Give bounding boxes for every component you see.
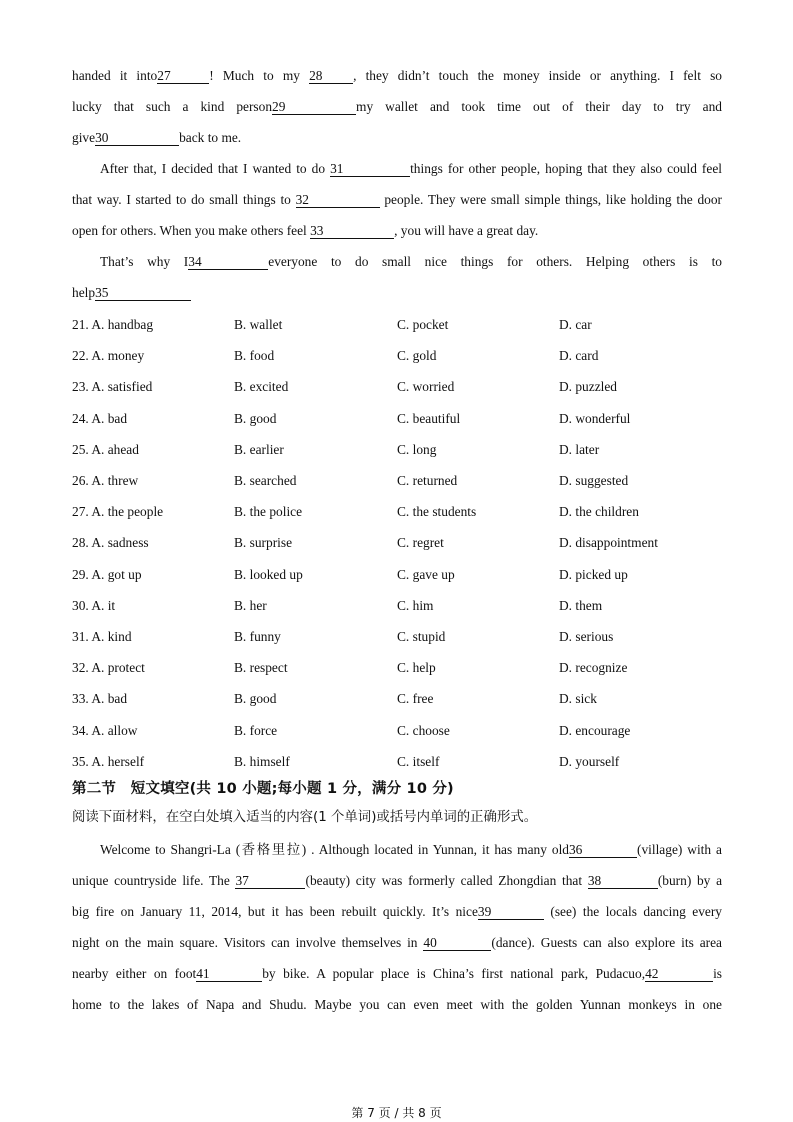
option-d[interactable]: D. wonderful bbox=[559, 410, 631, 426]
option-b[interactable]: B. her bbox=[234, 597, 267, 613]
option-d[interactable]: D. car bbox=[559, 317, 592, 332]
option-a[interactable]: 26. A. threw bbox=[72, 473, 139, 488]
option-row bbox=[72, 496, 722, 527]
option-row bbox=[72, 403, 722, 434]
option-a[interactable]: 24. A. bad bbox=[72, 410, 128, 426]
option-row bbox=[72, 465, 722, 496]
blank-33[interactable]: 33 bbox=[310, 223, 394, 239]
option-b[interactable]: B. looked up bbox=[234, 566, 303, 582]
option-d[interactable]: D. serious bbox=[559, 629, 614, 644]
option-d[interactable]: D. recognize bbox=[559, 660, 628, 676]
option-row bbox=[72, 683, 722, 714]
option-b[interactable]: B. surprise bbox=[234, 535, 293, 551]
option-c[interactable]: C. gold bbox=[397, 348, 437, 364]
option-a[interactable]: 31. A. kind bbox=[72, 629, 132, 644]
blank-42[interactable]: 42 bbox=[645, 966, 713, 982]
passage1-para2-line3: open for others. When you make others feel 33 , you will have a great day. bbox=[72, 223, 539, 238]
option-b[interactable]: B. himself bbox=[234, 753, 290, 769]
option-c[interactable]: C. him bbox=[397, 597, 434, 613]
option-c[interactable]: C. returned bbox=[397, 473, 458, 488]
blank-40[interactable]: 40 bbox=[423, 935, 491, 951]
passage2-line2: unique countryside life. The 37 (beauty) city was formerly called Zhongdian that 38 (burn) by a bbox=[72, 873, 723, 888]
passage2-line5: nearby either on foot41 by bike. A popular place is China’s first national park, Pudacuo,42 is bbox=[72, 966, 722, 981]
option-row bbox=[72, 652, 722, 683]
passage1-para3-line1: That’s why I34 everyone to do small nice things for others. Helping others is to bbox=[100, 254, 722, 269]
option-a[interactable]: 22. A. money bbox=[72, 348, 145, 364]
option-a[interactable]: 30. A. it bbox=[72, 597, 116, 613]
option-b[interactable]: B. wallet bbox=[234, 317, 283, 332]
passage2-line4: night on the main square. Visitors can involve themselves in 40 (dance). Guests can also explore its area bbox=[72, 935, 722, 950]
blank-39[interactable]: 39 bbox=[478, 904, 544, 920]
passage1-para2-line2: that way. I started to do small things to 32 people. They were small simple things, like holding the door bbox=[72, 192, 722, 207]
option-d[interactable]: D. the children bbox=[559, 504, 639, 520]
option-c[interactable]: C. choose bbox=[397, 722, 450, 738]
option-c[interactable]: C. stupid bbox=[397, 629, 446, 644]
option-row bbox=[72, 590, 722, 621]
passage2-line1: Welcome to Shangri-La (香格里拉) . Although located in Yunnan, it has many old36 (village) with a bbox=[100, 842, 722, 857]
option-row bbox=[72, 434, 722, 465]
option-b[interactable]: B. funny bbox=[234, 629, 281, 644]
section-instruction: 阅读下面材料，在空白处填入适当的内容(1 个单词)或括号内单词的正确形式。 bbox=[72, 810, 538, 825]
option-a[interactable]: 35. A. herself bbox=[72, 753, 145, 769]
blank-28[interactable]: 28 bbox=[309, 68, 353, 84]
option-c[interactable]: C. free bbox=[397, 691, 434, 707]
option-row bbox=[72, 309, 722, 340]
section-title: 第二节 短文填空(共 10 小题;每小题 1 分，满分 10 分) bbox=[72, 781, 454, 797]
passage2-line3: big fire on January 11, 2014, but it has been rebuilt quickly. It’s nice39 (see) the locals dancing every bbox=[72, 904, 722, 919]
blank-41[interactable]: 41 bbox=[196, 966, 262, 982]
blank-31[interactable]: 31 bbox=[330, 161, 410, 177]
option-b[interactable]: B. excited bbox=[234, 379, 289, 395]
option-a[interactable]: 33. A. bad bbox=[72, 691, 128, 707]
blank-34[interactable]: 34 bbox=[188, 254, 268, 270]
option-d[interactable]: D. later bbox=[559, 441, 600, 457]
option-a[interactable]: 32. A. protect bbox=[72, 660, 145, 676]
option-row bbox=[72, 527, 722, 558]
option-d[interactable]: D. disappointment bbox=[559, 535, 658, 551]
option-a[interactable]: 29. A. got up bbox=[72, 566, 142, 582]
option-a[interactable]: 27. A. the people bbox=[72, 504, 164, 520]
option-a[interactable]: 28. A. sadness bbox=[72, 535, 149, 551]
option-c[interactable]: C. worried bbox=[397, 379, 455, 395]
option-row bbox=[72, 715, 722, 746]
passage1-line1: handed it into27 ! Much to my 28 , they didn’t touch the money inside or anything. I felt so bbox=[72, 68, 722, 83]
option-b[interactable]: B. good bbox=[234, 691, 277, 707]
option-row bbox=[72, 621, 722, 652]
option-c[interactable]: C. the students bbox=[397, 504, 477, 520]
option-a[interactable]: 23. A. satisfied bbox=[72, 379, 153, 395]
blank-27[interactable]: 27 bbox=[157, 68, 209, 84]
option-c[interactable]: C. pocket bbox=[397, 317, 449, 332]
option-row bbox=[72, 371, 722, 402]
option-d[interactable]: D. yourself bbox=[559, 753, 620, 769]
blank-37[interactable]: 37 bbox=[235, 873, 305, 889]
option-c[interactable]: C. regret bbox=[397, 535, 444, 551]
option-d[interactable]: D. picked up bbox=[559, 566, 628, 582]
option-d[interactable]: D. puzzled bbox=[559, 379, 618, 395]
option-c[interactable]: C. itself bbox=[397, 753, 440, 769]
option-b[interactable]: B. good bbox=[234, 410, 277, 426]
passage1-line2: lucky that such a kind person29 my wallet and took time out of their day to try and bbox=[72, 99, 723, 114]
option-a[interactable]: 34. A. allow bbox=[72, 722, 138, 738]
blank-35[interactable]: 35 bbox=[95, 285, 191, 301]
option-c[interactable]: C. beautiful bbox=[397, 410, 461, 426]
passage1-line3: give30 back to me. bbox=[72, 130, 242, 145]
option-b[interactable]: B. earlier bbox=[234, 441, 284, 457]
option-b[interactable]: B. searched bbox=[234, 473, 297, 488]
option-d[interactable]: D. them bbox=[559, 597, 603, 613]
option-b[interactable]: B. force bbox=[234, 722, 278, 738]
blank-29[interactable]: 29 bbox=[272, 99, 356, 115]
option-row bbox=[72, 746, 722, 777]
option-b[interactable]: B. food bbox=[234, 348, 275, 364]
option-b[interactable]: B. the police bbox=[234, 504, 303, 520]
option-row bbox=[72, 340, 722, 371]
option-d[interactable]: D. sick bbox=[559, 691, 597, 707]
option-d[interactable]: D. encourage bbox=[559, 722, 631, 738]
option-c[interactable]: C. help bbox=[397, 660, 436, 676]
passage2-line6: home to the lakes of Napa and Shudu. Maybe you can even meet with the golden Yunnan monkeys in one bbox=[72, 997, 722, 1012]
page-footer: 第 7 页 / 共 8 页 bbox=[351, 1106, 442, 1120]
option-b[interactable]: B. respect bbox=[234, 660, 288, 676]
option-a[interactable]: 21. A. handbag bbox=[72, 317, 154, 332]
blank-36[interactable]: 36 bbox=[569, 842, 637, 858]
blank-32[interactable]: 32 bbox=[296, 192, 380, 208]
option-row bbox=[72, 559, 722, 590]
blank-38[interactable]: 38 bbox=[588, 873, 658, 889]
option-c[interactable]: C. long bbox=[397, 441, 437, 457]
passage1-para3-line2: help35 bbox=[72, 277, 722, 308]
option-a[interactable]: 25. A. ahead bbox=[72, 441, 139, 457]
option-c[interactable]: C. gave up bbox=[397, 566, 455, 582]
option-d[interactable]: D. card bbox=[559, 348, 599, 364]
option-d[interactable]: D. suggested bbox=[559, 473, 629, 488]
blank-30[interactable]: 30 bbox=[95, 130, 179, 146]
passage1-para2-line1: After that, I decided that I wanted to do 31 things for other people, hoping that they also could feel bbox=[100, 161, 722, 176]
